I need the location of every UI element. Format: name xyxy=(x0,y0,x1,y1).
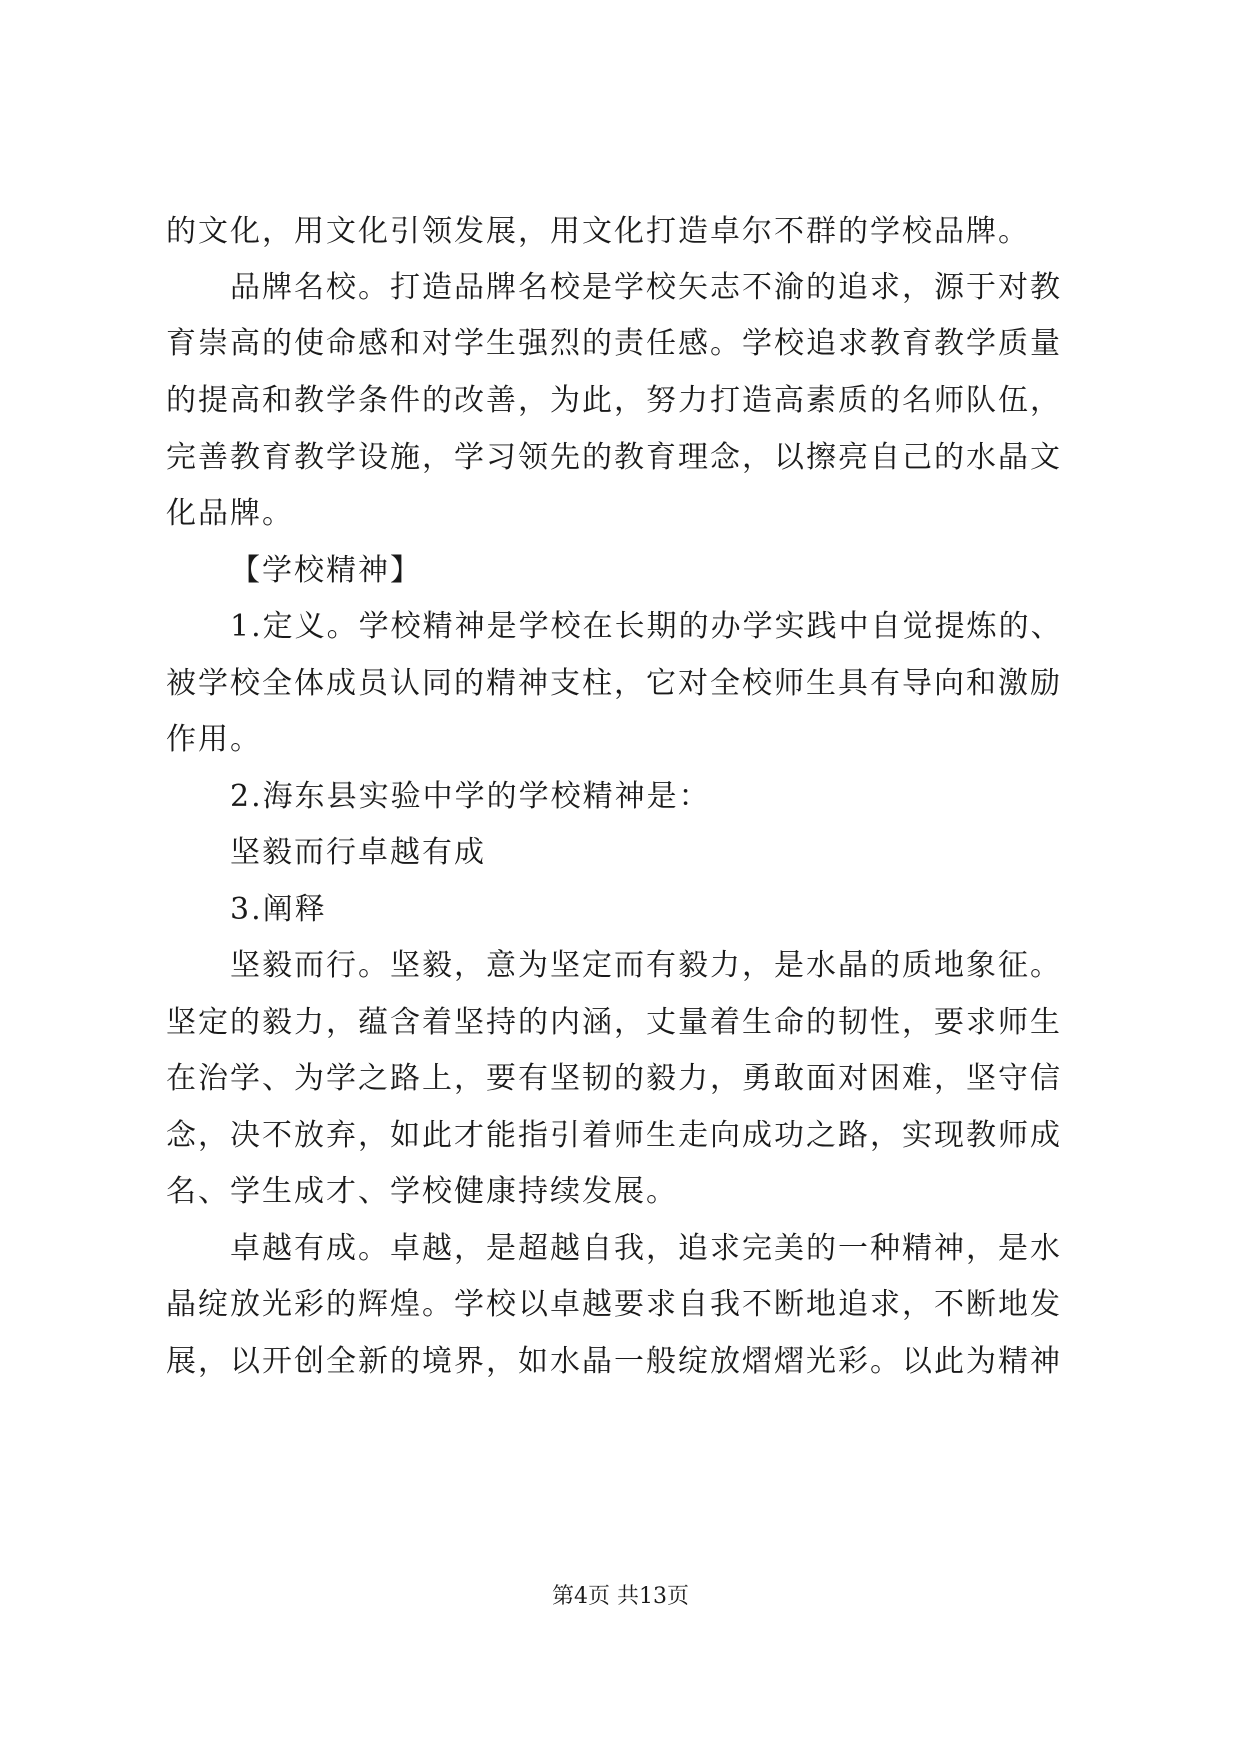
paragraph-start: 卓越有成。卓越，是超越自我，追求完美的一种精神，是水 xyxy=(230,1231,1062,1266)
paragraph-start: 3.阐释 xyxy=(230,892,327,927)
text-line: 在治学、为学之路上，要有坚韧的毅力，勇敢面对困难，坚守信 xyxy=(166,1061,1062,1096)
motto-line: 坚毅而行卓越有成 xyxy=(230,835,486,870)
paragraph-start: 品牌名校。打造品牌名校是学校矢志不渝的追求，源于对教 xyxy=(230,270,1062,305)
text-line: 作用。 xyxy=(166,722,262,757)
text-line: 晶绽放光彩的辉煌。学校以卓越要求自我不断地追求，不断地发 xyxy=(166,1287,1062,1322)
section-heading: 【学校精神】 xyxy=(230,553,422,588)
paragraph-start: 坚毅而行。坚毅，意为坚定而有毅力，是水晶的质地象征。 xyxy=(230,948,1062,983)
text-line: 名、学生成才、学校健康持续发展。 xyxy=(166,1174,678,1209)
text-line: 展，以开创全新的境界，如水晶一般绽放熠熠光彩。以此为精神 xyxy=(166,1344,1062,1379)
paragraph-start: 2.海东县实验中学的学校精神是： xyxy=(230,779,711,814)
text-line: 化品牌。 xyxy=(166,496,294,531)
paragraph-start: 1.定义。学校精神是学校在长期的办学实践中自觉提炼的、 xyxy=(230,609,1063,644)
page-footer: 第4页 共13页 xyxy=(552,1584,689,1609)
text-line: 育崇高的使命感和对学生强烈的责任感。学校追求教育教学质量 xyxy=(166,326,1062,361)
text-line: 坚定的毅力，蕴含着坚持的内涵，丈量着生命的韧性，要求师生 xyxy=(166,1005,1062,1040)
text-line: 的提高和教学条件的改善，为此，努力打造高素质的名师队伍， xyxy=(166,383,1062,418)
text-line: 念，决不放弃，如此才能指引着师生走向成功之路，实现教师成 xyxy=(166,1118,1062,1153)
text-line: 的文化，用文化引领发展，用文化打造卓尔不群的学校品牌。 xyxy=(166,214,1030,249)
text-line: 完善教育教学设施，学习领先的教育理念，以擦亮自己的水晶文 xyxy=(166,440,1062,475)
text-line: 被学校全体成员认同的精神支柱，它对全校师生具有导向和激励 xyxy=(166,666,1062,701)
